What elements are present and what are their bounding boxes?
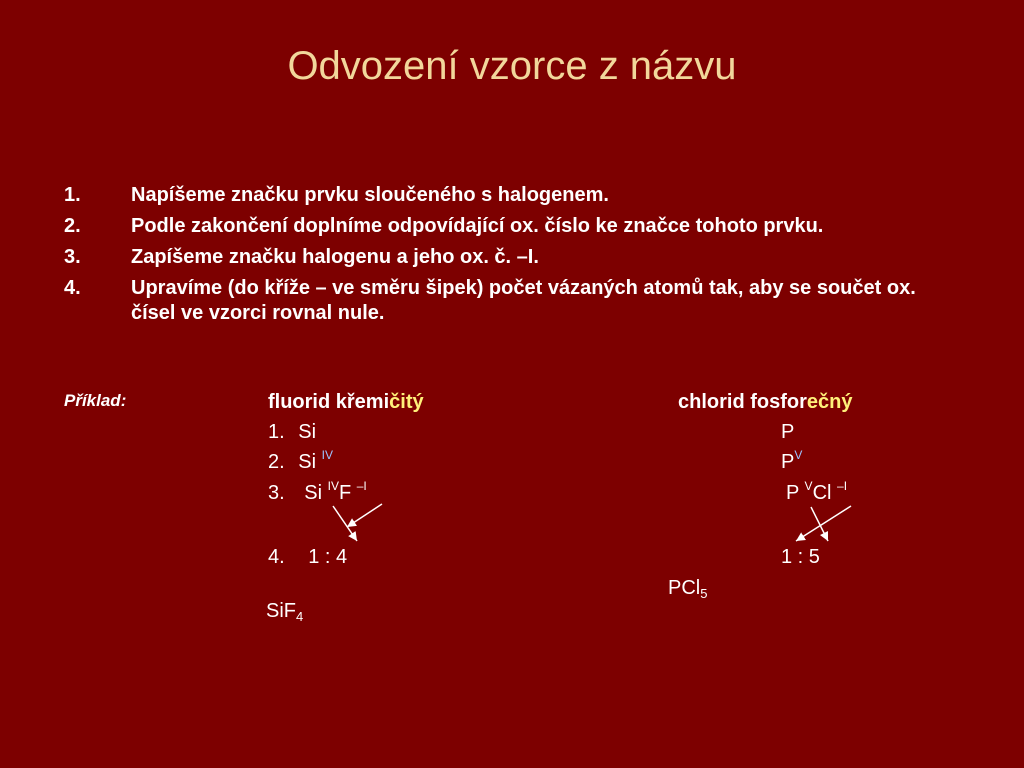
right-step4-ratio: 1 : 5 bbox=[781, 546, 820, 568]
left-step1-num: 1. bbox=[268, 421, 285, 443]
left-formula-text: SiF bbox=[266, 600, 296, 622]
slide-title: Odvození vzorce z názvu bbox=[287, 44, 737, 88]
example-label: Příklad: bbox=[64, 391, 127, 410]
step-number: 1. bbox=[64, 184, 81, 206]
left-step3-halogen-ox: –I bbox=[356, 479, 367, 493]
step-text: Napíšeme značku prvku sloučeného s halogenem. bbox=[131, 184, 609, 206]
left-formula-sub: 4 bbox=[296, 609, 304, 624]
left-step4-ratio: 1 : 4 bbox=[308, 546, 348, 568]
right-step3-halogen: Cl bbox=[812, 482, 832, 504]
right-name-suffix: ečný bbox=[806, 391, 853, 413]
right-step3-symbol: P bbox=[786, 482, 799, 504]
left-step2-ox: IV bbox=[321, 448, 333, 462]
right-step3-halogen-ox: –I bbox=[837, 479, 848, 493]
right-step2-symbol: P bbox=[781, 451, 795, 473]
step-number: 4. bbox=[64, 277, 81, 299]
left-step3-num: 3. bbox=[268, 482, 285, 504]
step-text: Podle zakončení doplníme odpovídající ox. číslo ke značce tohoto prvku. bbox=[131, 215, 824, 237]
left-step3-symbol: Si bbox=[304, 482, 323, 504]
step-number: 3. bbox=[64, 246, 81, 268]
step-number: 2. bbox=[64, 215, 81, 237]
right-formula-text: PCl bbox=[668, 577, 701, 599]
right-name-prefix: chlorid fosfor bbox=[678, 391, 807, 413]
step-text: Zapíšeme značku halogenu a jeho ox. č. –I. bbox=[131, 246, 539, 268]
left-arrow-cross bbox=[347, 504, 382, 527]
left-name-suffix: čitý bbox=[389, 391, 424, 413]
right-step3-ox: V bbox=[804, 479, 813, 493]
left-step3-ox: IV bbox=[327, 479, 339, 493]
right-step2-ox: V bbox=[794, 448, 803, 462]
left-step1-symbol: Si bbox=[298, 421, 317, 443]
right-arrow-cross bbox=[796, 506, 851, 541]
left-step4-num: 4. bbox=[268, 546, 285, 568]
right-step1-symbol: P bbox=[781, 421, 795, 443]
left-step2-symbol: Si bbox=[298, 451, 317, 473]
step-text: Upravíme (do kříže – ve směru šipek) počet vázaných atomů tak, aby se součet ox. čísel ve vzorci rovnal nule. bbox=[131, 277, 916, 324]
right-formula-sub: 5 bbox=[700, 586, 708, 601]
left-step3-halogen: F bbox=[338, 482, 352, 504]
left-name-prefix: fluorid křemi bbox=[268, 391, 390, 413]
right-arrow-down bbox=[811, 507, 828, 541]
left-step2-num: 2. bbox=[268, 451, 285, 473]
